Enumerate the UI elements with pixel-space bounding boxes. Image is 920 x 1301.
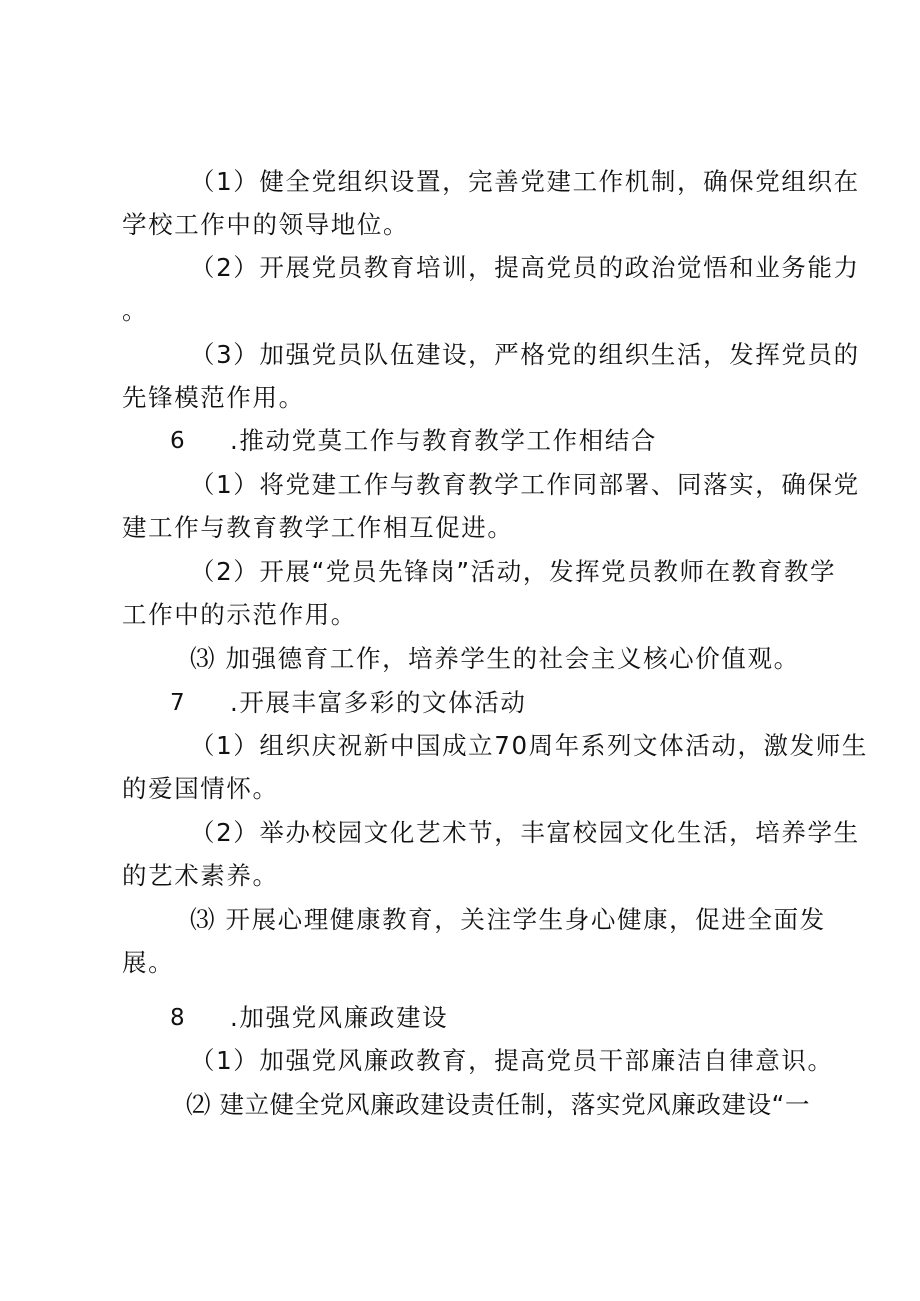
- paragraph-line: （2）举办校园文化艺术节，丰富校园文化生活，培养学生: [190, 818, 860, 847]
- paragraph-line: （2）开展“党员先锋岗”活动，发挥党员教师在教育教学: [190, 557, 837, 586]
- section-number: 8: [170, 1005, 185, 1031]
- section-heading: .推动党莫工作与教育教学工作相结合: [230, 426, 657, 455]
- paragraph-line: （2）开展党员教育培训，提高党员的政治觉悟和业务能力: [190, 253, 860, 282]
- paragraph-line: （1）将党建工作与教育教学工作同部署、同落实，确保党: [190, 470, 860, 499]
- paragraph-line: （1）组织庆祝新中国成立70周年系列文体活动，激发师生: [190, 731, 868, 760]
- paragraph-line: ⑵ 建立健全党风廉政建设责任制，落实党风廉政建设“一: [186, 1090, 811, 1119]
- paragraph-line: 的爱国情怀。: [122, 774, 279, 803]
- paragraph-line: （1）加强党风廉政教育，提高党员干部廉洁自律意识。: [190, 1046, 834, 1075]
- section-number: 7: [170, 690, 185, 716]
- section-heading: .开展丰富多彩的文体活动: [230, 688, 527, 717]
- section-number: 6: [170, 428, 185, 454]
- paragraph-line: 建工作与教育教学工作相互促进。: [122, 513, 514, 542]
- section-heading: .加强党风廉政建设: [230, 1003, 449, 1032]
- paragraph-line: 。: [122, 296, 149, 325]
- paragraph-line: ⑶ 开展心理健康教育，关注学生身心健康，促进全面发: [190, 905, 826, 934]
- paragraph-line: 的艺术素养。: [122, 861, 279, 890]
- paragraph-line: ⑶ 加强德育工作，培养学生的社会主义核心价值观。: [190, 644, 800, 673]
- paragraph-line: 工作中的示范作用。: [122, 600, 357, 629]
- paragraph-line: （1）健全党组织设置，完善党建工作机制，确保党组织在: [190, 167, 860, 196]
- paragraph-line: 学校工作中的领导地位。: [122, 210, 410, 239]
- paragraph-line: 展。: [122, 948, 175, 977]
- paragraph-line: （3）加强党员队伍建设，严格党的组织生活，发挥党员的: [190, 340, 860, 369]
- paragraph-line: 先锋模范作用。: [122, 383, 305, 412]
